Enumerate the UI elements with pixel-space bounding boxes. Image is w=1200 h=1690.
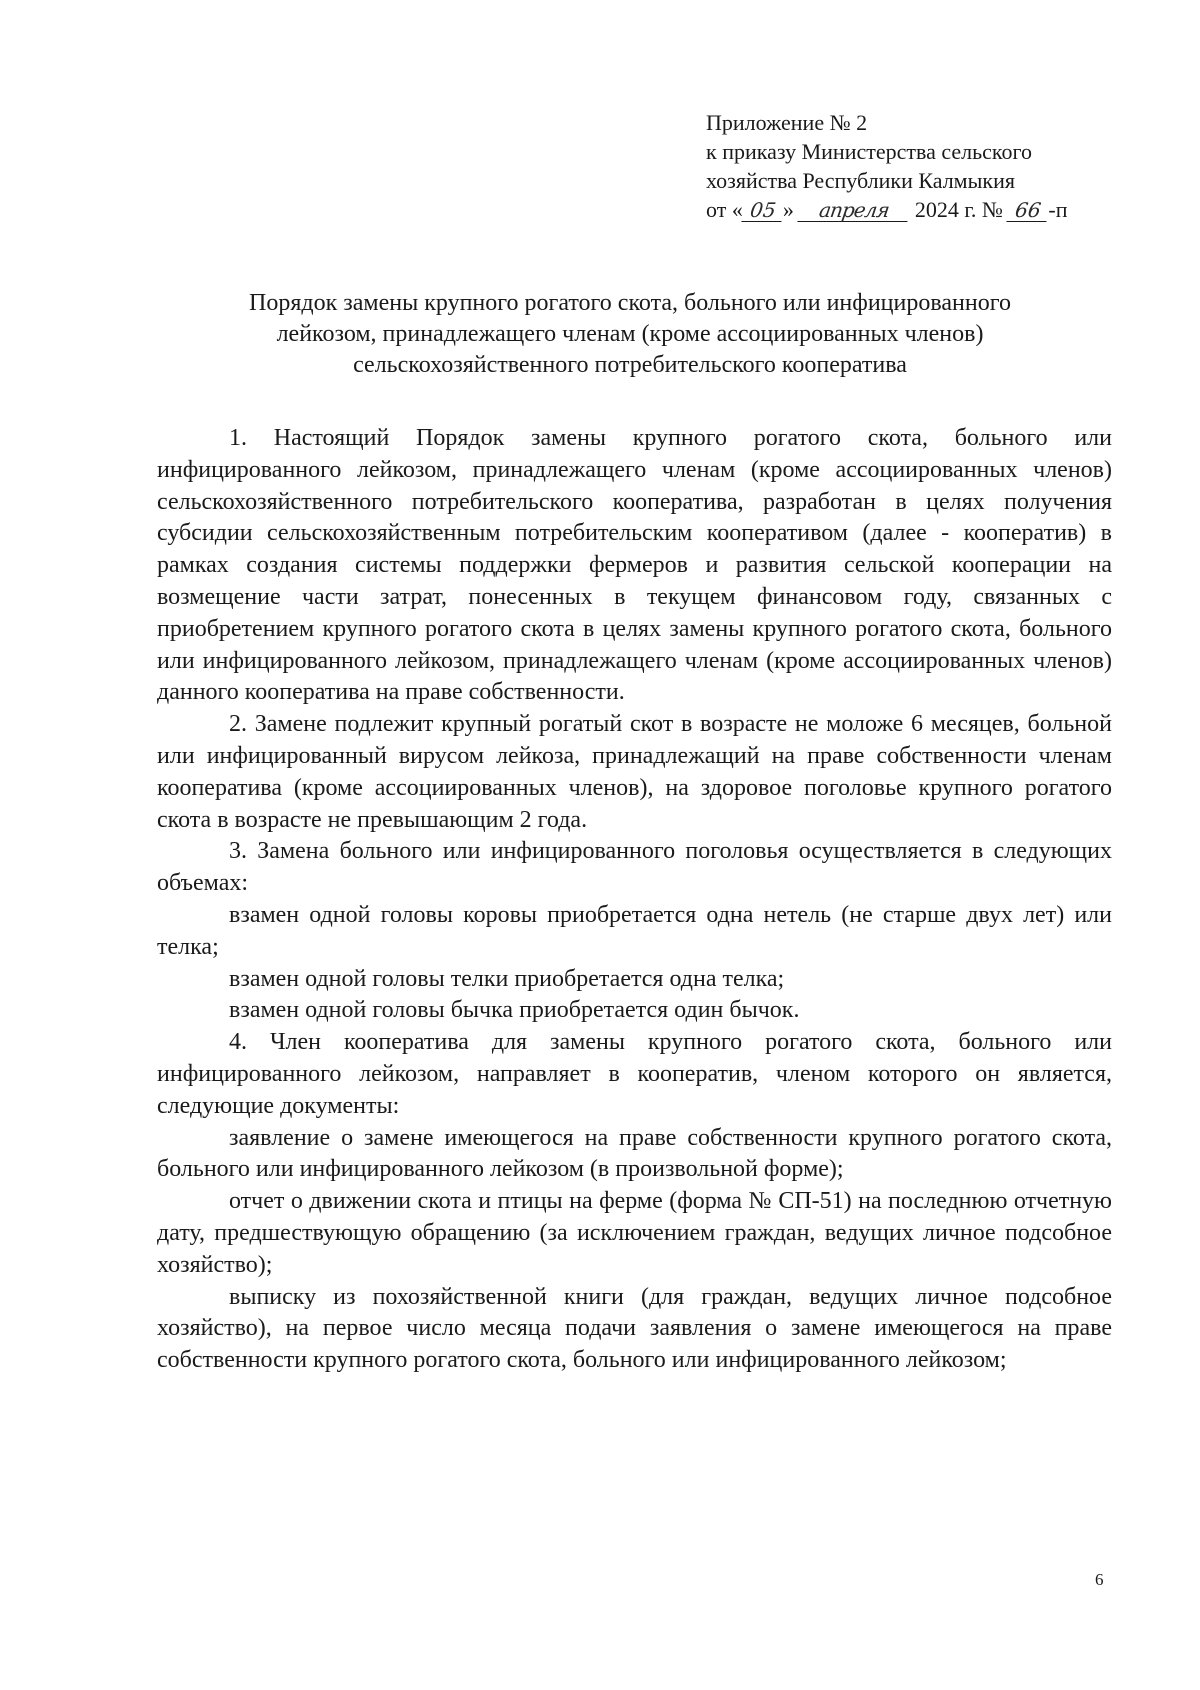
title-line-1: Порядок замены крупного рогатого скота, больного или инфицированного (249, 290, 1011, 316)
title-line-2: лейкозом, принадлежащего членам (кроме ассоциированных членов) (276, 321, 984, 347)
document-body (157, 423, 1112, 1377)
handwritten-day: 05 (741, 199, 784, 222)
order-suffix: -п (1048, 197, 1068, 222)
appendix-line-3: хозяйства Республики Калмыкия (706, 168, 1015, 193)
date-mid: » (782, 197, 794, 222)
paragraph-3-item-2: взамен одной головы телки приобретается одна телка; (229, 965, 785, 992)
appendix-line-1: Приложение № 2 (706, 110, 868, 135)
paragraph-4: 4. Член кооператива для замены крупного рогатого скота, больного или инфицированного лейкозом, направляет в кооператив, членом которого он является, следующие документы: (157, 1029, 1112, 1119)
paragraph-3-item-1: взамен одной головы коровы приобретается одна нетель (не старше двух лет) или телка; (157, 901, 1112, 960)
paragraph-4-item-1: заявление о замене имеющегося на праве собственности крупного рогатого скота, больного или инфицированного лейкозом (в произвольной форме); (157, 1124, 1112, 1183)
paragraph-3-item-3: взамен одной головы бычка приобретается один бычок. (229, 997, 800, 1024)
date-year: 2024 г. № (914, 197, 1003, 222)
appendix-date-line (706, 195, 1126, 224)
appendix-header (706, 108, 1126, 224)
document-title (150, 288, 1110, 381)
page-number: 6 (1095, 1570, 1104, 1589)
appendix-line-2: к приказу Министерства сельского (706, 139, 1032, 164)
paragraph-2: 2. Замене подлежит крупный рогатый скот в возрасте не моложе 6 месяцев, больной или инфицированный вирусом лейкоза, принадлежащий на праве собственности членам кооператива (кроме ассоциированных членов), на здоровое поголовье крупного рогатого скота в возрасте не превышающим 2 года. (157, 711, 1112, 833)
paragraph-1: 1. Настоящий Порядок замены крупного рогатого скота, больного или инфицированного лейкозом, принадлежащего членам (кроме ассоциированных членов) сельскохозяйственного потребительского кооператива, разработан в целях получения субсидии сельскохозяйственным потребительским кооперативом (далее - кооператив) в рамках создания системы поддержки фермеров и развития сельской кооперации на возмещение части затрат, понесенных в текущем финансовом году, связанных с приобретением крупного рогатого скота в целях замены крупного рогатого скота, больного или инфицированного лейкозом, принадлежащего членам (кроме ассоциированных членов) данного кооператива на праве собственности. (157, 425, 1112, 706)
handwritten-order-number: 66 (1007, 199, 1050, 222)
date-prefix: от « (706, 197, 743, 222)
title-line-3: сельскохозяйственного потребительского кооператива (353, 352, 907, 378)
paragraph-3: 3. Замена больного или инфицированного поголовья осуществляется в следующих объемах: (157, 838, 1112, 897)
paragraph-4-item-3: выписку из похозяйственной книги (для граждан, ведущих личное подсобное хозяйство), на первое число месяца подачи заявления о замене имеющегося на праве собственности крупного рогатого скота, больного или инфицированного лейкозом; (157, 1283, 1112, 1374)
paragraph-4-item-2: отчет о движении скота и птицы на ферме (форма № СП-51) на последнюю отчетную дату, предшествующую обращению (за исключением граждан, ведущих личное подсобное хозяйство); (157, 1188, 1112, 1278)
handwritten-month: апреля (798, 199, 911, 222)
